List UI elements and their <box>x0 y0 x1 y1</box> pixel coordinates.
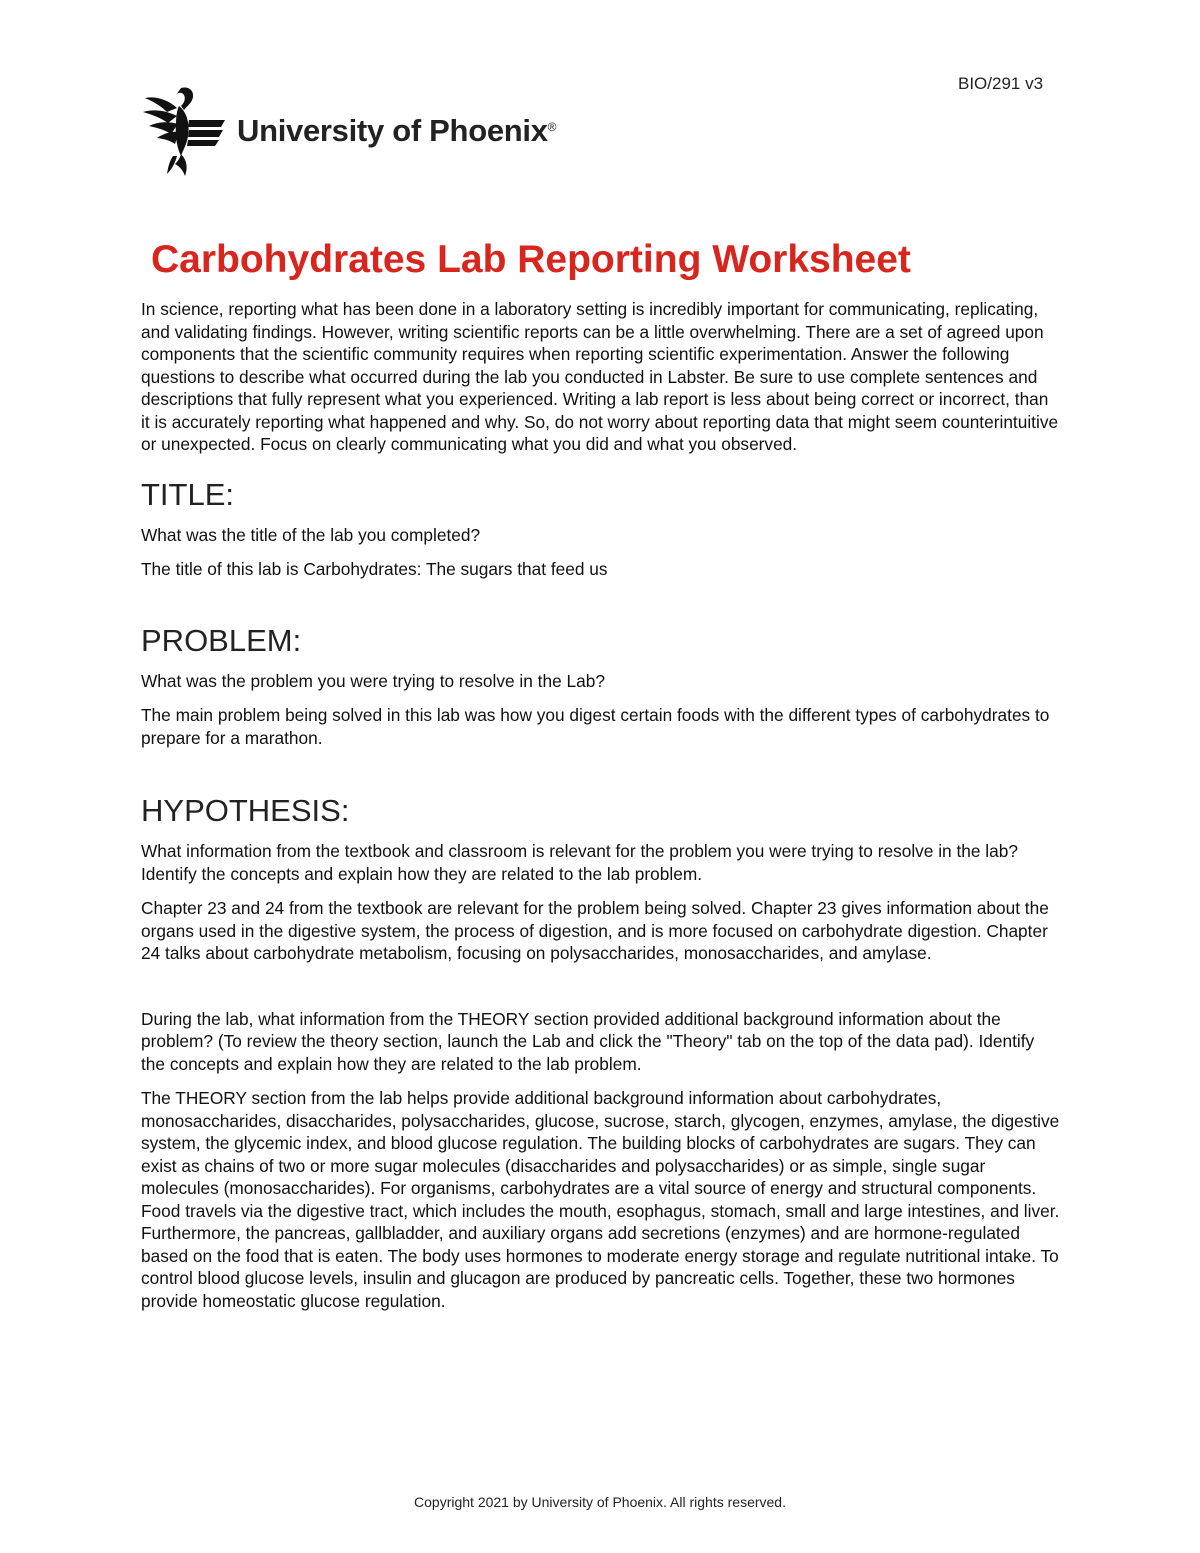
university-logo <box>141 84 556 178</box>
title-question: What was the title of the lab you completed? <box>141 524 481 545</box>
intro-paragraph: In science, reporting what has been done in a laboratory setting is incredibly important for communicating, replicating, and validating findings. However, writing scientific reports can be a little overwhelming. There are a set of agreed upon components that the scientific community requires when reporting scientific experimentation. Answer the following questions to describe what occurred during the lab you conducted in Labster. Be sure to use complete sentences and descriptions that fully represent what you experienced. Writing a lab report is less about being correct or incorrect, than it is accurately reporting what happened and why. So, do not worry about reporting data that might seem counterintuitive or unexpected. Focus on clearly communicating what you did and what you observed. <box>141 299 1059 454</box>
course-code: BIO/291 v3 <box>958 74 1044 93</box>
copyright-footer: Copyright 2021 by University of Phoenix. All rights reserved. <box>414 1494 786 1510</box>
problem-heading: PROBLEM: <box>141 622 302 658</box>
hypothesis-heading: HYPOTHESIS: <box>141 793 350 828</box>
title-answer: The title of this lab is Carbohydrates: The sugars that feed us <box>141 559 608 579</box>
logo-text: University of Phoenix® <box>237 113 557 148</box>
document-title: Carbohydrates Lab Reporting Worksheet <box>151 238 911 281</box>
hypothesis-question-2: During the lab, what information from the THEORY section provided additional background information about the problem? (To review the theory section, launch the Lab and click the "Theory" tab on the top of the data pad). Identify the concepts and explain how they are related to the lab problem. <box>141 1008 1035 1074</box>
problem-question: What was the problem you were trying to resolve in the Lab? <box>141 670 605 691</box>
title-heading: TITLE: <box>141 476 235 512</box>
problem-answer: The main problem being solved in this lab was how you digest certain foods with the different types of carbohydrates to prepare for a marathon. <box>141 705 1050 748</box>
hypothesis-answer-1: Chapter 23 and 24 from the textbook are relevant for the problem being solved. Chapter 23 gives information about the organs used in the digestive system, the process of digestion, and is more focused on carbohydrate digestion. Chapter 24 talks about carbohydrate metabolism, focusing on polysaccharides, monosaccharides, and amylase. <box>141 898 1049 963</box>
hypothesis-answer-2: The THEORY section from the lab helps provide additional background information about carbohydrates, monosaccharides, disaccharides, polysaccharides, glucose, sucrose, starch, glycogen, enzymes, amylase, the digestive system, the glycemic index, and blood glucose regulation. The building blocks of carbohydrates are sugars. They can exist as chains of two or more sugar molecules (disaccharides and polysaccharides) or as simple, single sugar molecules (monosaccharides). For organisms, carbohydrates are a vital source of energy and structural components. Food travels via the digestive tract, which includes the mouth, esophagus, stomach, small and large intestines, and liver. Furthermore, the pancreas, gallbladder, and auxiliary organs add secretions (enzymes) and are hormone-regulated based on the food that is eaten. The body uses hormones to moderate energy storage and regulate nutritional intake. To control blood glucose levels, insulin and glucagon are produced by pancreatic cells. Together, these two hormones provide homeostatic glucose regulation. <box>141 1088 1060 1311</box>
phoenix-bird-icon <box>141 84 227 178</box>
hypothesis-question-1: What information from the textbook and classroom is relevant for the problem you were trying to resolve in the lab? Identify the concepts and explain how they are related to the lab problem. <box>141 841 1018 884</box>
worksheet-body <box>141 298 1061 1312</box>
